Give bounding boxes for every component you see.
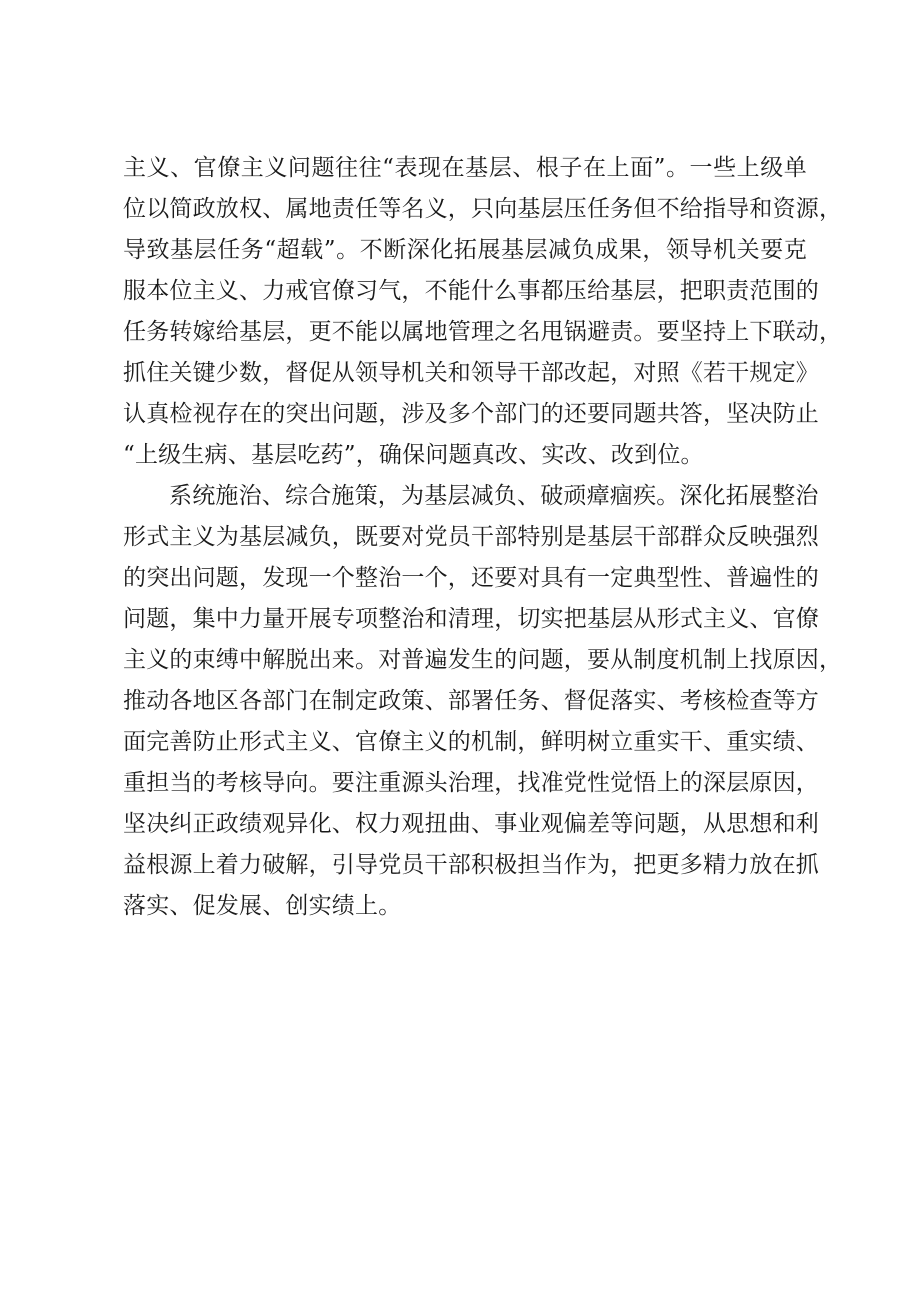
text-line: 位以简政放权、属地责任等名义，只向基层压任务但不给指导和资源， xyxy=(123,196,843,222)
text-line: 主义、官僚主义问题往往“表现在基层、根子在上面”。一些上级单 xyxy=(123,155,807,181)
text-line: 主义的束缚中解脱出来。对普遍发生的问题，要从制度机制上找原因， xyxy=(123,647,843,673)
text-line: 重担当的考核导向。要注重源头治理，找准党性觉悟上的深层原因， xyxy=(123,770,819,796)
text-line: 落实、促发展、创实绩上。 xyxy=(123,893,402,919)
text-line: “上级生病、基层吃药”，确保问题真改、实改、改到位。 xyxy=(123,442,704,468)
paragraph-1 xyxy=(123,148,843,476)
document-body xyxy=(123,148,843,927)
text-line: 形式主义为基层减负，既要对党员干部特别是基层干部群众反映强烈 xyxy=(123,524,819,550)
text-line: 导致基层任务“超载”。不断深化拓展基层减负成果，领导机关要克 xyxy=(123,237,807,263)
text-line: 推动各地区各部门在制定政策、部署任务、督促落实、考核检查等方 xyxy=(123,688,819,714)
text-line: 坚决纠正政绩观异化、权力观扭曲、事业观偏差等问题，从思想和利 xyxy=(123,811,819,837)
text-line: 的突出问题，发现一个整治一个，还要对具有一定典型性、普遍性的 xyxy=(123,565,819,591)
paragraph-2 xyxy=(123,476,843,927)
text-line: 任务转嫁给基层，更不能以属地管理之名甩锅避责。要坚持上下联动， xyxy=(123,319,843,345)
text-line: 面完善防止形式主义、官僚主义的机制，鲜明树立重实干、重实绩、 xyxy=(123,729,819,755)
text-line: 认真检视存在的突出问题，涉及多个部门的还要同题共答，坚决防止 xyxy=(123,401,819,427)
text-line: 益根源上着力破解，引导党员干部积极担当作为，把更多精力放在抓 xyxy=(123,852,819,878)
text-line: 系统施治、综合施策，为基层减负、破顽瘴痼疾。深化拓展整治 xyxy=(169,483,819,509)
text-line: 问题，集中力量开展专项整治和清理，切实把基层从形式主义、官僚 xyxy=(123,606,819,632)
text-line: 服本位主义、力戒官僚习气，不能什么事都压给基层，把职责范围的 xyxy=(123,278,819,304)
text-line: 抓住关键少数，督促从领导机关和领导干部改起，对照《若干规定》 xyxy=(123,360,819,386)
